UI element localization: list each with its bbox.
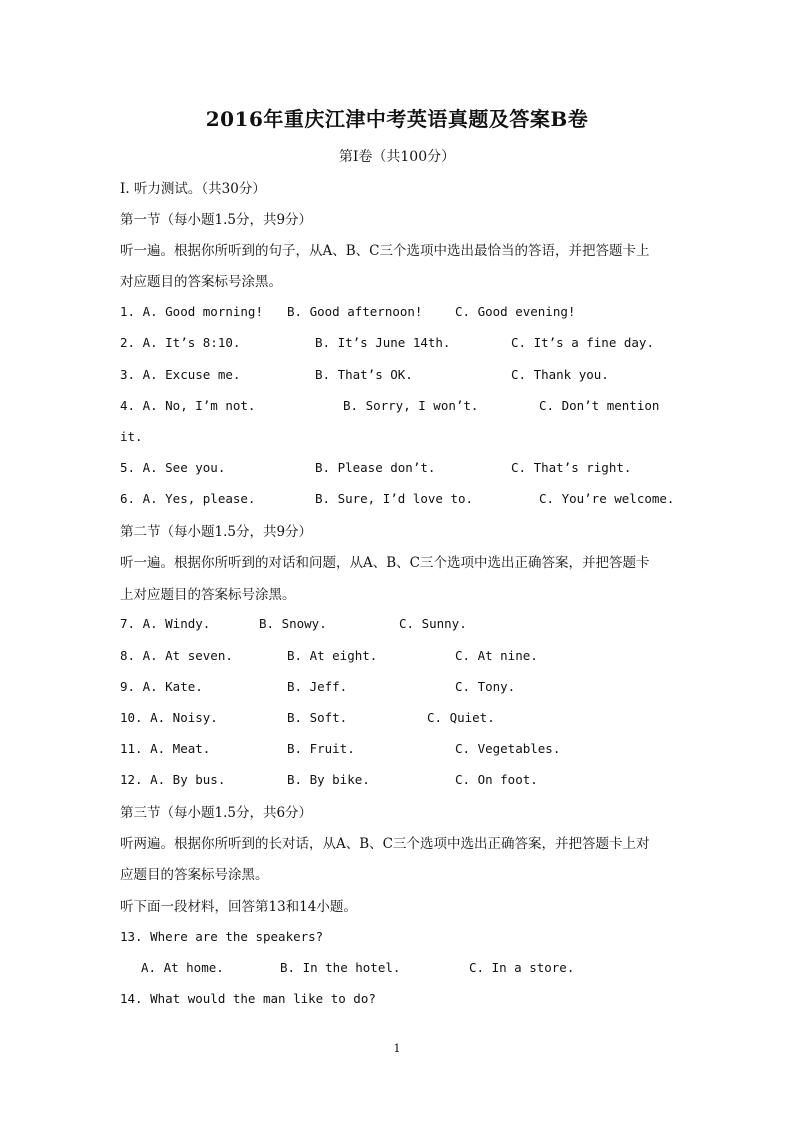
- question-13-option-c: C. In a store.: [469, 960, 575, 975]
- question-9-option-a: 9. A. Kate.: [120, 679, 203, 694]
- question-3: [0, 367, 794, 387]
- question-8-option-a: 8. A. At seven.: [120, 648, 233, 663]
- question-14-stem: 14. What would the man like to do?: [120, 991, 376, 1006]
- question-6-option-c: C. You’re welcome.: [539, 491, 675, 506]
- question-8-option-c: C. At nine.: [455, 648, 538, 663]
- question-1-option-c: C. Good evening!: [455, 304, 576, 319]
- question-3-option-a: 3. A. Excuse me.: [120, 367, 241, 382]
- question-14: [0, 991, 794, 1011]
- question-1-option-b: B. Good afternoon!: [287, 304, 423, 319]
- question-2: [0, 335, 794, 355]
- question-8-option-b: B. At eight.: [287, 648, 378, 663]
- question-9-option-b: B. Jeff.: [287, 679, 348, 694]
- question-10: [0, 710, 794, 730]
- question-12-option-b: B. By bike.: [287, 772, 370, 787]
- document-subtitle: 第I卷（共100分）: [338, 149, 456, 165]
- question-12: [0, 772, 794, 792]
- question-7-option-a: 7. A. Windy.: [120, 616, 211, 631]
- part1-heading: 第一节（每小题1.5分，共9分）: [120, 212, 313, 228]
- part2-heading: 第二节（每小题1.5分，共9分）: [120, 524, 313, 540]
- question-2-option-a: 2. A. It’s 8:10.: [120, 335, 241, 350]
- question-11-option-b: B. Fruit.: [287, 741, 355, 756]
- question-4: [0, 398, 794, 418]
- question-10-option-b: B. Soft.: [287, 710, 348, 725]
- question-9: [0, 679, 794, 699]
- part1-instruction-line2: 对应题目的答案标号涂黑。: [120, 274, 282, 290]
- question-2-option-c: C. It’s a fine day.: [511, 335, 654, 350]
- part3-instruction-line2: 应题目的答案标号涂黑。: [120, 867, 269, 883]
- question-4-option-a: 4. A. No, I’m not.: [120, 398, 256, 413]
- question-7-option-b: B. Snowy.: [259, 616, 327, 631]
- part2-instruction-line2: 上对应题目的答案标号涂黑。: [120, 587, 296, 603]
- question-10-option-c: C. Quiet.: [427, 710, 495, 725]
- part3-instruction-line1: 听两遍。根据你所听到的长对话，从A、B、C三个选项中选出正确答案，并把答题卡上对: [120, 836, 650, 852]
- question-7-option-c: C. Sunny.: [399, 616, 467, 631]
- question-12-option-a: 12. A. By bus.: [120, 772, 226, 787]
- question-9-option-c: C. Tony.: [455, 679, 516, 694]
- question-5-option-b: B. Please don’t.: [315, 460, 436, 475]
- question-12-option-c: C. On foot.: [455, 772, 538, 787]
- part3-heading: 第三节（每小题1.5分，共6分）: [120, 805, 313, 821]
- question-11-option-c: C. Vegetables.: [455, 741, 561, 756]
- question-4-option-b: B. Sorry, I won’t.: [343, 398, 479, 413]
- question-13-stem: 13. Where are the speakers?: [120, 929, 324, 944]
- question-5-option-a: 5. A. See you.: [120, 460, 226, 475]
- question-11: [0, 741, 794, 761]
- question-3-option-b: B. That’s OK.: [315, 367, 413, 382]
- part2-instruction-line1: 听一遍。根据你所听到的对话和问题，从A、B、C三个选项中选出正确答案，并把答题卡: [120, 555, 650, 571]
- question-5: [0, 460, 794, 480]
- question-8: [0, 648, 794, 668]
- question-2-option-b: B. It’s June 14th.: [315, 335, 451, 350]
- question-4-wrap: [0, 429, 794, 449]
- question-7: [0, 616, 794, 636]
- question-4-option-c: C. Don’t mention: [539, 398, 660, 413]
- question-1: [0, 304, 794, 324]
- section-heading-listening: I. 听力测试。（共30分）: [120, 181, 266, 197]
- question-4-option-c-wrap: it.: [120, 429, 143, 444]
- question-13-options: [0, 960, 794, 980]
- question-13-option-a: A. At home.: [141, 960, 224, 975]
- question-13-option-b: B. In the hotel.: [280, 960, 401, 975]
- part1-instruction-line1: 听一遍。根据你所听到的句子，从A、B、C三个选项中选出最恰当的答语，并把答题卡上: [120, 243, 650, 259]
- question-10-option-a: 10. A. Noisy.: [120, 710, 218, 725]
- question-11-option-a: 11. A. Meat.: [120, 741, 211, 756]
- document-title: 2016年重庆江津中考英语真题及答案B卷: [205, 107, 589, 131]
- question-3-option-c: C. Thank you.: [511, 367, 609, 382]
- question-5-option-c: C. That’s right.: [511, 460, 632, 475]
- question-6-option-a: 6. A. Yes, please.: [120, 491, 256, 506]
- page-number: 1: [393, 1042, 401, 1055]
- question-6: [0, 491, 794, 511]
- question-6-option-b: B. Sure, I’d love to.: [315, 491, 474, 506]
- part3-passage-note: 听下面一段材料，回答第13和14小题。: [120, 899, 357, 915]
- question-13: [0, 929, 794, 949]
- question-1-option-a: 1. A. Good morning!: [120, 304, 263, 319]
